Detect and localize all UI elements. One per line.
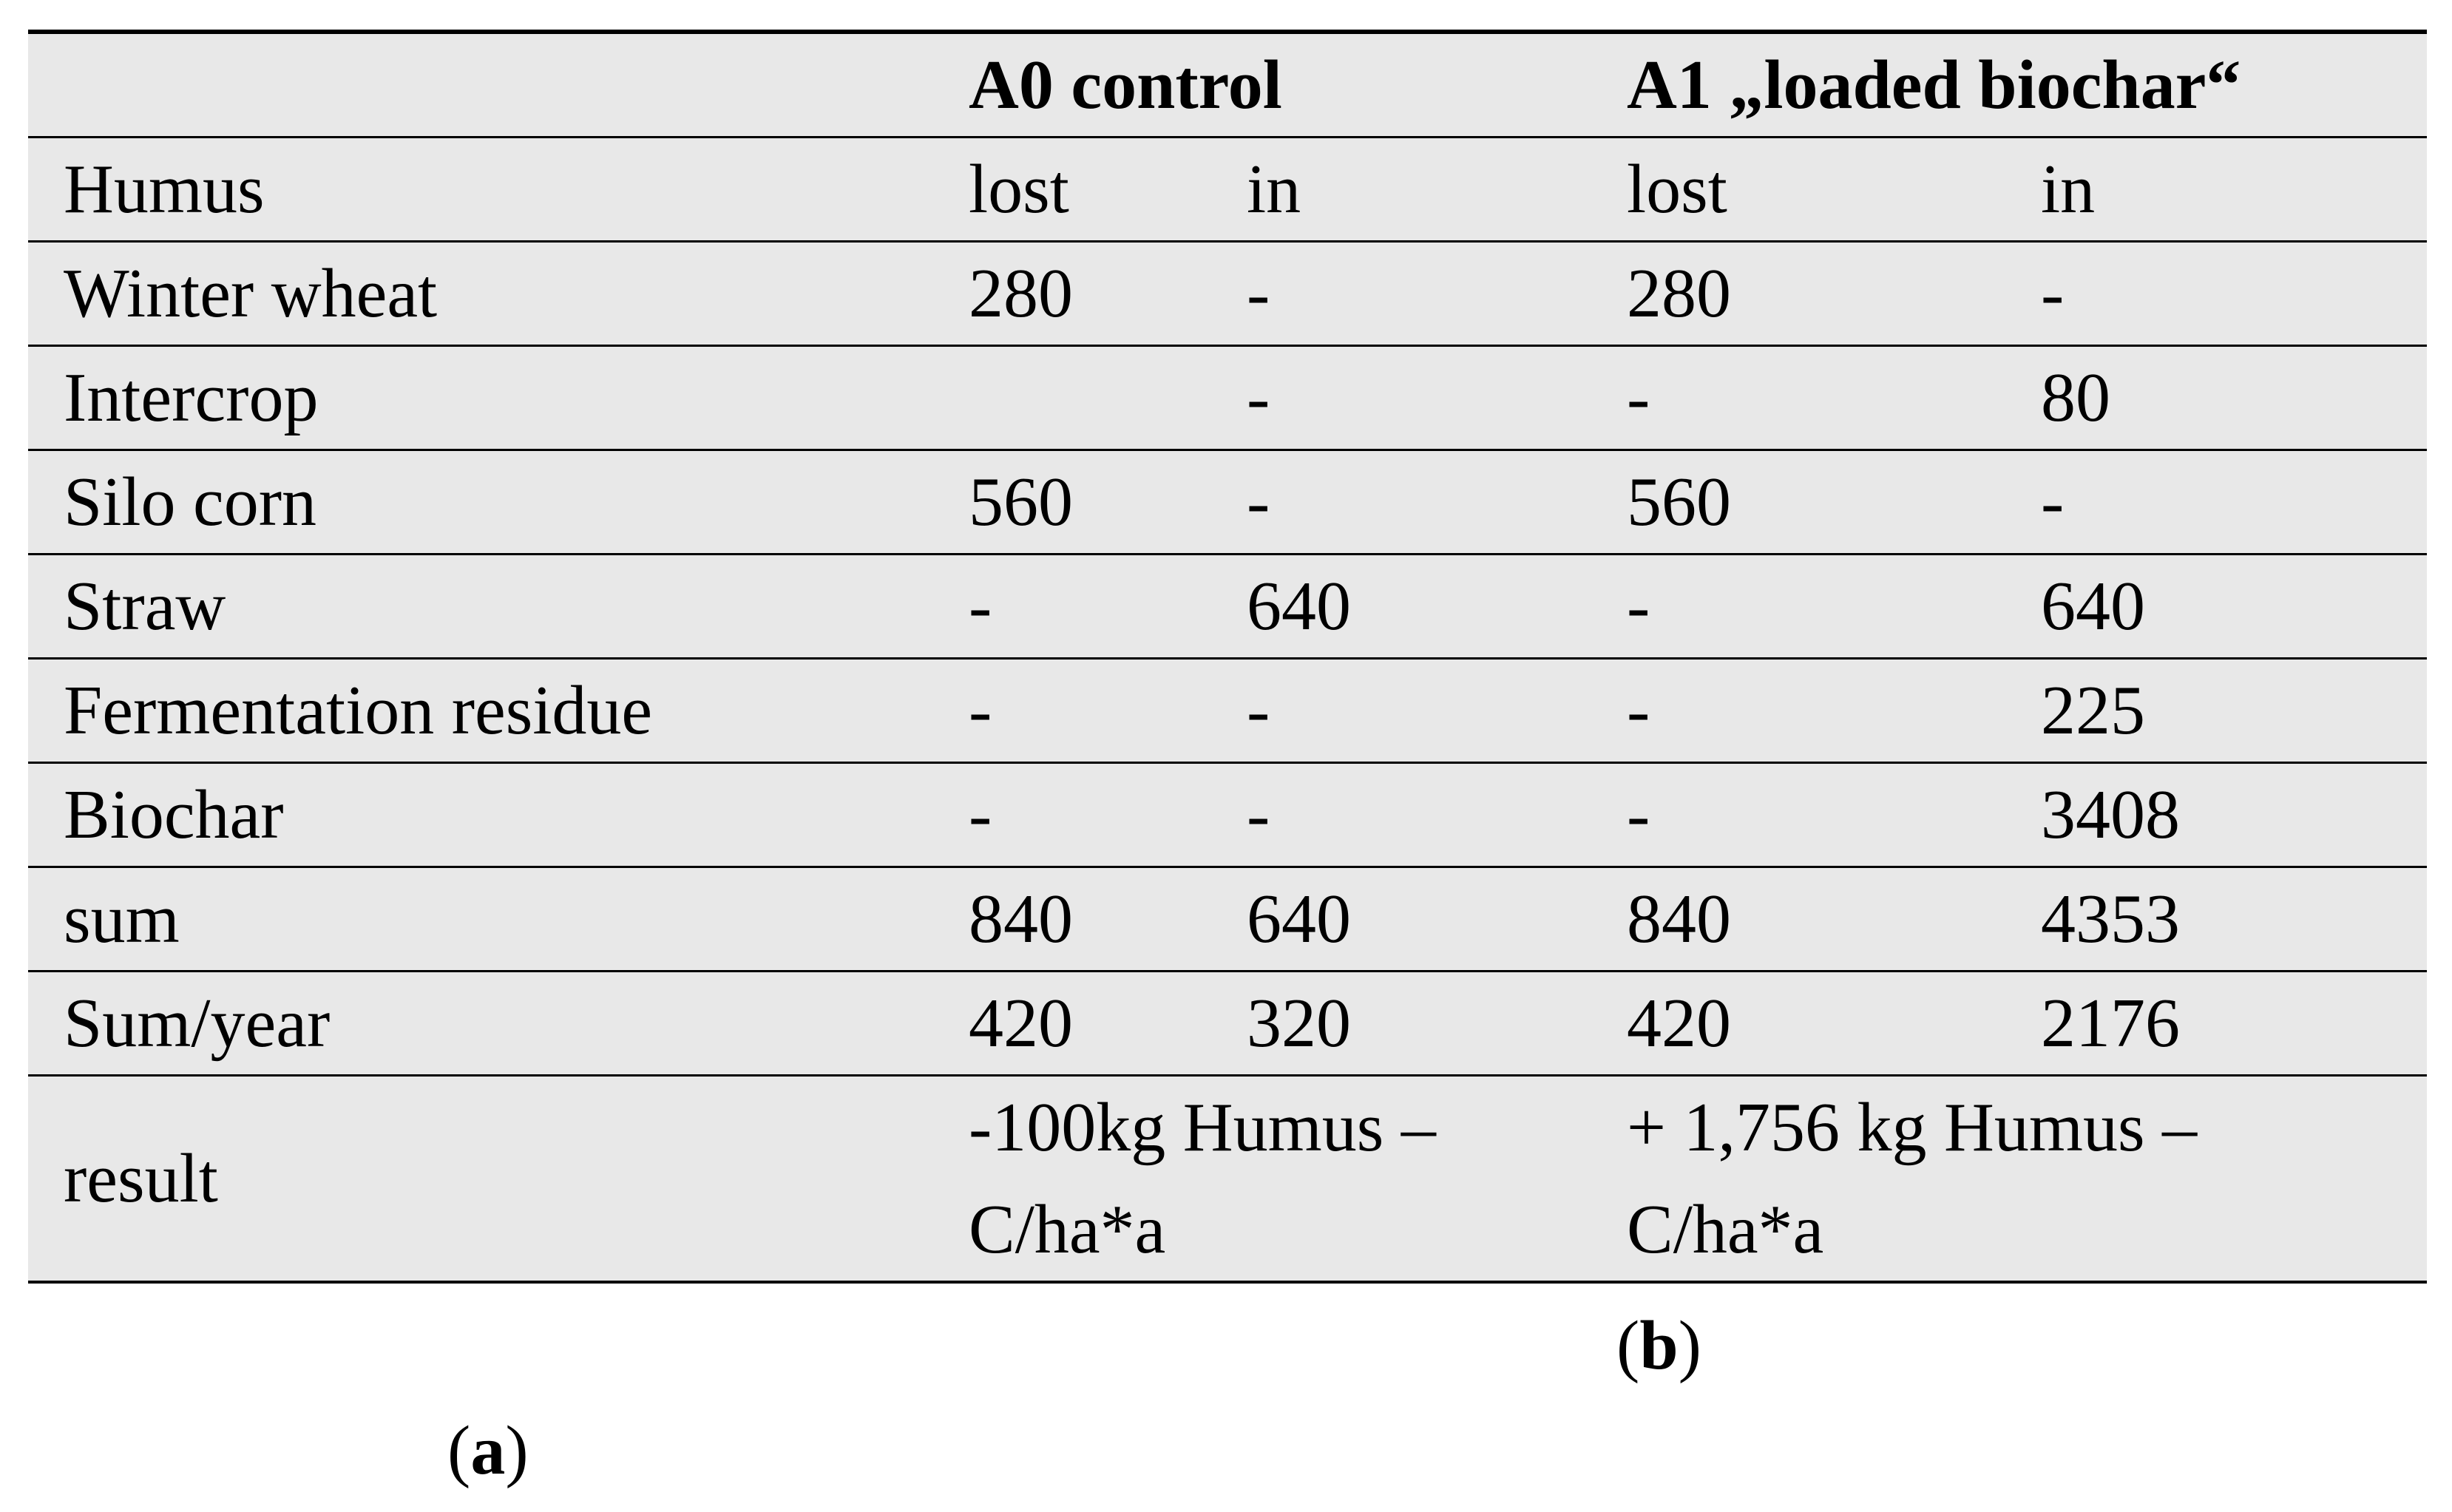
row-label: Winter wheat xyxy=(28,242,933,346)
humus-balance-table-container xyxy=(28,30,2427,1284)
table-cell: - xyxy=(1591,659,2005,763)
group-header-a1: A1 „loaded biochar“ xyxy=(1591,32,2427,138)
table-row xyxy=(28,242,2427,346)
table-cell: - xyxy=(1211,659,1591,763)
table-cell: - xyxy=(933,763,1211,867)
table-cell: 225 xyxy=(2005,659,2427,763)
result-a0-line1: -100kg Humus – xyxy=(969,1089,1436,1166)
table-cell: 2176 xyxy=(2005,972,2427,1076)
table-cell: - xyxy=(1591,763,2005,867)
table-cell: - xyxy=(2005,242,2427,346)
caption-b-open-paren: ( xyxy=(1616,1307,1640,1384)
table-row xyxy=(28,867,2427,972)
row-label: Straw xyxy=(28,555,933,659)
table-cell: 280 xyxy=(933,242,1211,346)
table-cell: - xyxy=(1211,242,1591,346)
result-row xyxy=(28,1076,2427,1283)
sub-header-row xyxy=(28,138,2427,242)
table-row xyxy=(28,763,2427,867)
table-row xyxy=(28,555,2427,659)
caption-a xyxy=(447,1411,529,1491)
table-cell: 3408 xyxy=(2005,763,2427,867)
table-cell: 560 xyxy=(1591,450,2005,555)
table-cell xyxy=(933,346,1211,450)
table-cell: - xyxy=(1591,555,2005,659)
table-cell: 80 xyxy=(2005,346,2427,450)
sub-header-a1-in: in xyxy=(2005,138,2427,242)
caption-a-close-paren: ) xyxy=(505,1412,529,1489)
table-cell: 280 xyxy=(1591,242,2005,346)
table-cell: - xyxy=(1211,450,1591,555)
table-cell: - xyxy=(1211,346,1591,450)
result-label: result xyxy=(28,1076,933,1283)
table-cell: - xyxy=(2005,450,2427,555)
table-cell: 420 xyxy=(933,972,1211,1076)
table-cell: 640 xyxy=(2005,555,2427,659)
table-cell: - xyxy=(1211,763,1591,867)
row-label: Biochar xyxy=(28,763,933,867)
table-cell: 320 xyxy=(1211,972,1591,1076)
sub-header-humus: Humus xyxy=(28,138,933,242)
table-cell: 640 xyxy=(1211,867,1591,972)
table-row xyxy=(28,972,2427,1076)
result-a1-line2: C/ha*a xyxy=(1627,1191,1824,1268)
table-cell: 420 xyxy=(1591,972,2005,1076)
row-label: Fermentation residue xyxy=(28,659,933,763)
group-header-a0: A0 control xyxy=(933,32,1591,138)
group-header-empty xyxy=(28,32,933,138)
table-row xyxy=(28,450,2427,555)
caption-a-letter: a xyxy=(470,1412,506,1489)
table-row xyxy=(28,659,2427,763)
table-cell: - xyxy=(933,659,1211,763)
sub-header-a1-lost: lost xyxy=(1591,138,2005,242)
caption-a-open-paren: ( xyxy=(447,1412,471,1489)
table-cell: - xyxy=(933,555,1211,659)
table-cell: 560 xyxy=(933,450,1211,555)
sub-header-a0-in: in xyxy=(1211,138,1591,242)
caption-b xyxy=(1616,1306,1701,1386)
row-label: Silo corn xyxy=(28,450,933,555)
sub-header-a0-lost: lost xyxy=(933,138,1211,242)
table-cell: 840 xyxy=(933,867,1211,972)
caption-b-close-paren: ) xyxy=(1678,1307,1701,1384)
result-a1 xyxy=(1591,1076,2427,1283)
group-header-row xyxy=(28,32,2427,138)
caption-b-letter: b xyxy=(1639,1307,1679,1384)
table-row xyxy=(28,346,2427,450)
result-a1-line1: + 1,756 kg Humus – xyxy=(1627,1089,2198,1166)
row-label: Sum/year xyxy=(28,972,933,1076)
table-cell: 4353 xyxy=(2005,867,2427,972)
table-cell: 840 xyxy=(1591,867,2005,972)
result-a0 xyxy=(933,1076,1591,1283)
table-cell: 640 xyxy=(1211,555,1591,659)
row-label: Intercrop xyxy=(28,346,933,450)
row-label: sum xyxy=(28,867,933,972)
table-cell: - xyxy=(1591,346,2005,450)
humus-balance-table xyxy=(28,30,2427,1284)
result-a0-line2: C/ha*a xyxy=(969,1191,1166,1268)
